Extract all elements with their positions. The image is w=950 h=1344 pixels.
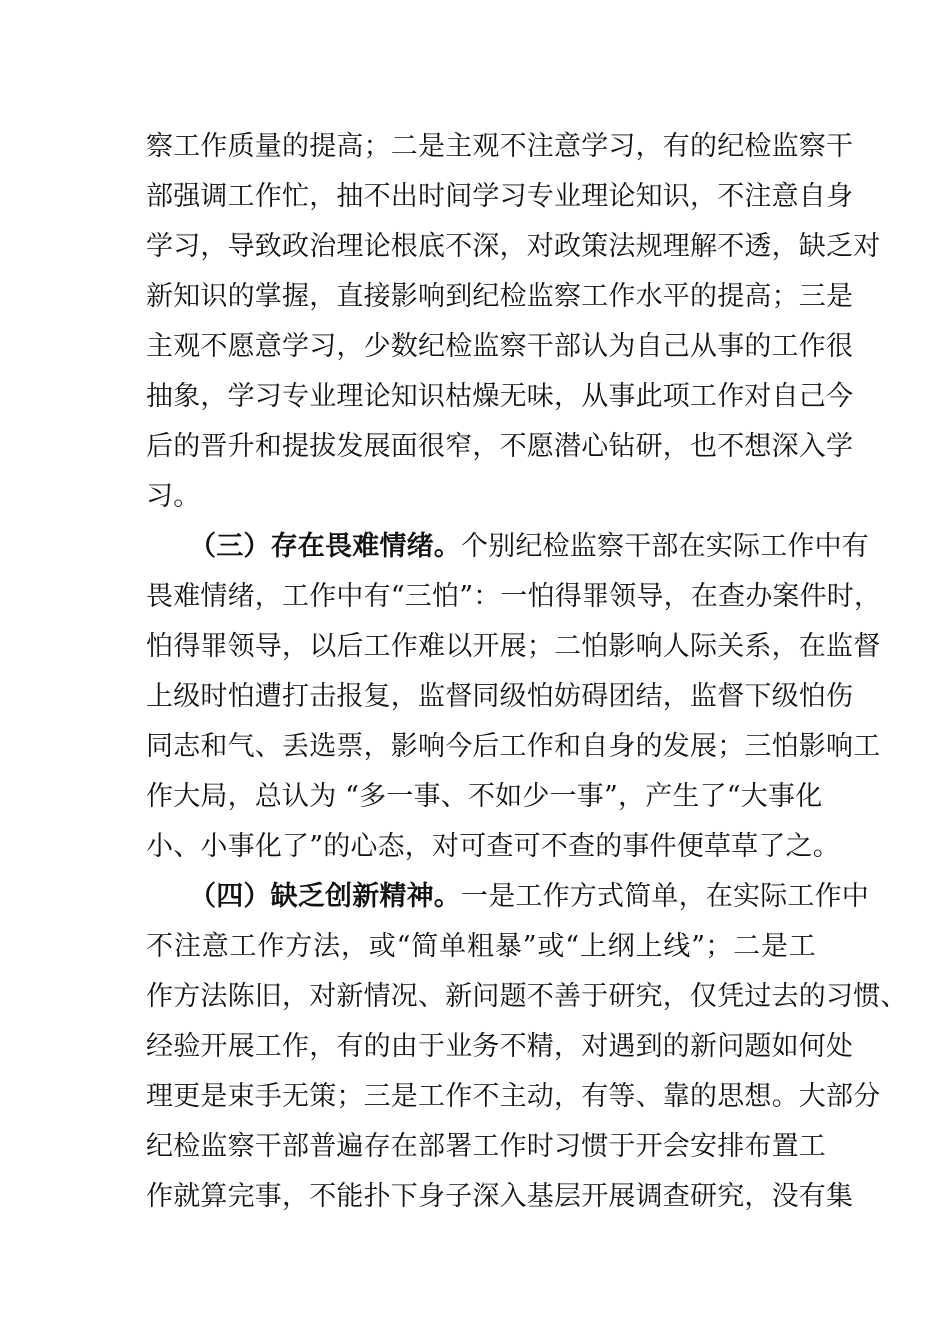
text-line: 作就算完事，不能扑下身子深入基层开展调查研究，没有集: [146, 1181, 854, 1212]
text-line: 作大局，总认为 “多一事、不如少一事”，产生了“大事化: [146, 781, 823, 812]
paragraph-study-issues: [146, 122, 881, 522]
text-line: 同志和气、丢选票，影响今后工作和自身的发展；三怕影响工: [146, 731, 881, 762]
text-line: 经验开展工作，有的由于业务不精，对遇到的新问题如何处: [146, 1031, 854, 1062]
text-line: 理更是束手无策；三是工作不主动，有等、靠的思想。大部分: [146, 1081, 881, 1112]
section-first-line-text: 个别纪检监察干部在实际工作中有: [461, 531, 869, 562]
text-line: 不注意工作方法，或“简单粗暴”或“上纲上线”；二是工: [146, 931, 816, 962]
section-first-line: [146, 522, 869, 572]
text-line: 小、小事化了”的心态，对可查可不查的事件便草草了之。: [146, 831, 841, 862]
section-heading: （三）存在畏难情绪。: [189, 531, 461, 562]
text-line: 习。: [146, 481, 201, 512]
text-line: 畏难情绪，工作中有“三怕”：一怕得罪领导，在查办案件时，: [146, 581, 882, 612]
section-heading: （四）缺乏创新精神。: [189, 881, 461, 912]
text-line: 抽象，学习专业理论知识枯燥无味，从事此项工作对自己今: [146, 381, 854, 412]
text-line: 察工作质量的提高；二是主观不注意学习，有的纪检监察干: [146, 131, 854, 162]
text-line: 纪检监察干部普遍存在部署工作时习惯于开会安排布置工: [146, 1131, 826, 1162]
text-line: 作方法陈旧，对新情况、新问题不善于研究，仅凭过去的习惯、: [146, 981, 908, 1012]
text-line: 部强调工作忙，抽不出时间学习专业理论知识，不注意自身: [146, 181, 854, 212]
section-fear-of-difficulty: [146, 522, 882, 872]
text-line: 新知识的掌握，直接影响到纪检监察工作水平的提高；三是: [146, 281, 854, 312]
text-line: 学习，导致政治理论根底不深，对政策法规理解不透，缺乏对: [146, 231, 881, 262]
text-line: 怕得罪领导，以后工作难以开展；二怕影响人际关系，在监督: [146, 631, 881, 662]
text-line: 后的晋升和提拔发展面很窄，不愿潜心钻研，也不想深入学: [146, 431, 854, 462]
section-lack-of-innovation: [146, 872, 908, 1222]
text-line: 主观不愿意学习，少数纪检监察干部认为自己从事的工作很: [146, 331, 854, 362]
text-line: 上级时怕遭打击报复，监督同级怕妨碍团结，监督下级怕伤: [146, 681, 854, 712]
section-first-line-text: 一是工作方式简单，在实际工作中: [461, 881, 869, 912]
section-first-line: [146, 872, 869, 922]
document-page: [146, 122, 908, 1222]
